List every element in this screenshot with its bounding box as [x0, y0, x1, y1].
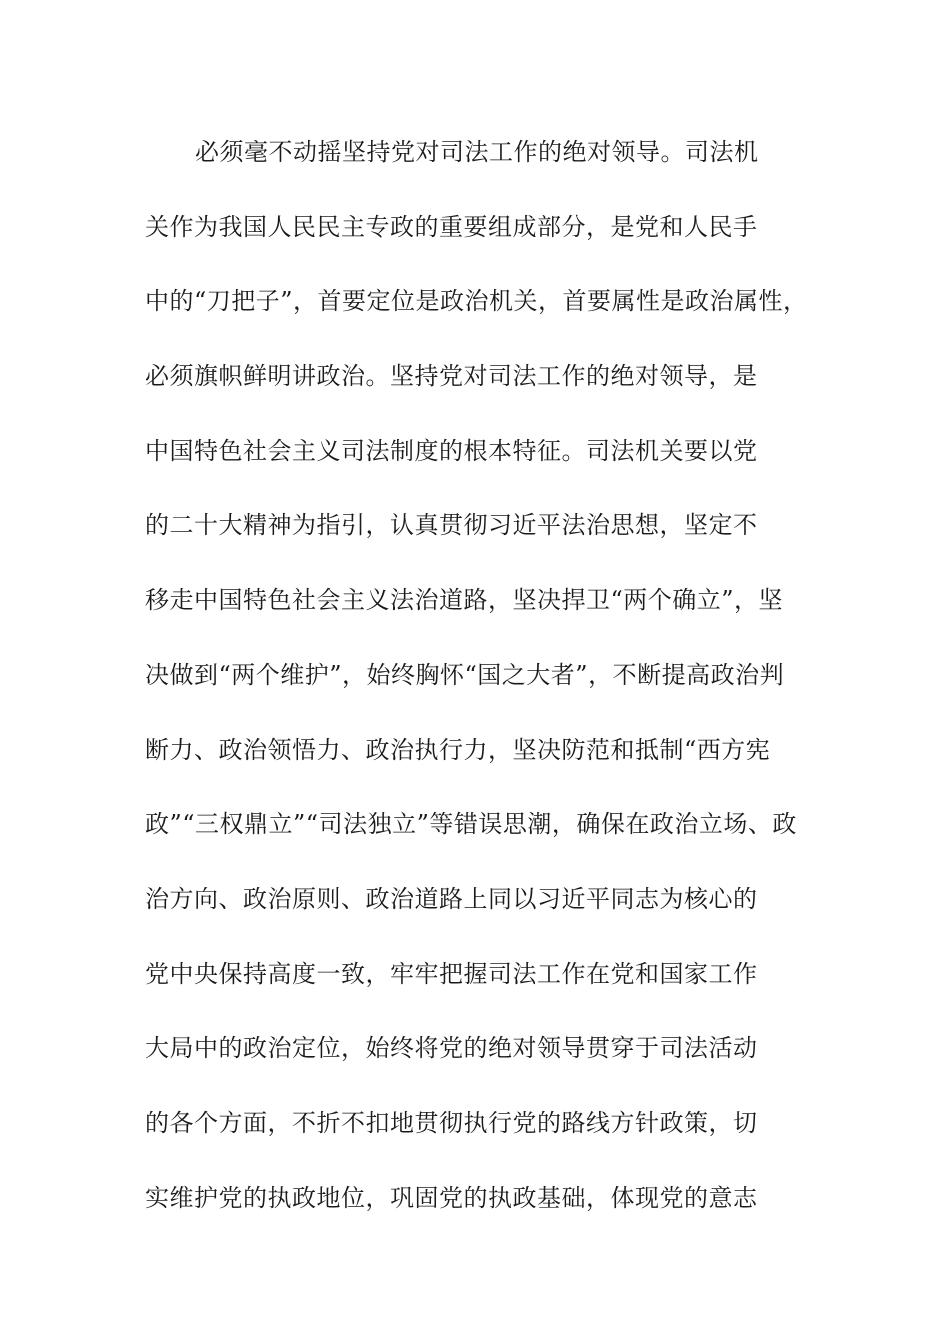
- text-line-2: 关作为我国人民民主专政的重要组成部分，是党和人民手: [145, 212, 758, 241]
- text-line-12: 党中央保持高度一致，牢牢把握司法工作在党和国家工作: [145, 959, 758, 988]
- text-line-13: 大局中的政治定位，始终将党的绝对领导贯穿于司法活动: [145, 1034, 758, 1063]
- text-line-11: 治方向、政治原则、政治道路上同以习近平同志为核心的: [145, 884, 758, 913]
- text-line-7: 移走中国特色社会主义法治道路，坚决捍卫“两个确立”，坚: [145, 586, 784, 615]
- text-line-3: 中的“刀把子”，首要定位是政治机关，首要属性是政治属性，: [145, 287, 808, 316]
- text-line-14: 的各个方面，不折不扣地贯彻执行党的路线方针政策，切: [145, 1108, 758, 1137]
- text-line-6: 的二十大精神为指引，认真贯彻习近平法治思想，坚定不: [145, 511, 758, 540]
- text-line-9: 断力、政治领悟力、政治执行力，坚决防范和抵制“西方宪: [145, 735, 771, 764]
- text-line-10: 政”“三权鼎立”“司法独立”等错误思潮，确保在政治立场、政: [145, 810, 797, 839]
- text-line-8: 决做到“两个维护”，始终胸怀“国之大者”，不断提高政治判: [145, 660, 785, 689]
- text-line-15: 实维护党的执政地位，巩固党的执政基础，体现党的意志: [145, 1183, 758, 1212]
- text-line-1: 必须毫不动摇坚持党对司法工作的绝对领导。司法机: [195, 138, 759, 166]
- paragraph: [145, 128, 835, 1248]
- text-line-5: 中国特色社会主义司法制度的根本特征。司法机关要以党: [145, 436, 758, 465]
- text-line-4: 必须旗帜鲜明讲政治。坚持党对司法工作的绝对领导，是: [145, 362, 758, 391]
